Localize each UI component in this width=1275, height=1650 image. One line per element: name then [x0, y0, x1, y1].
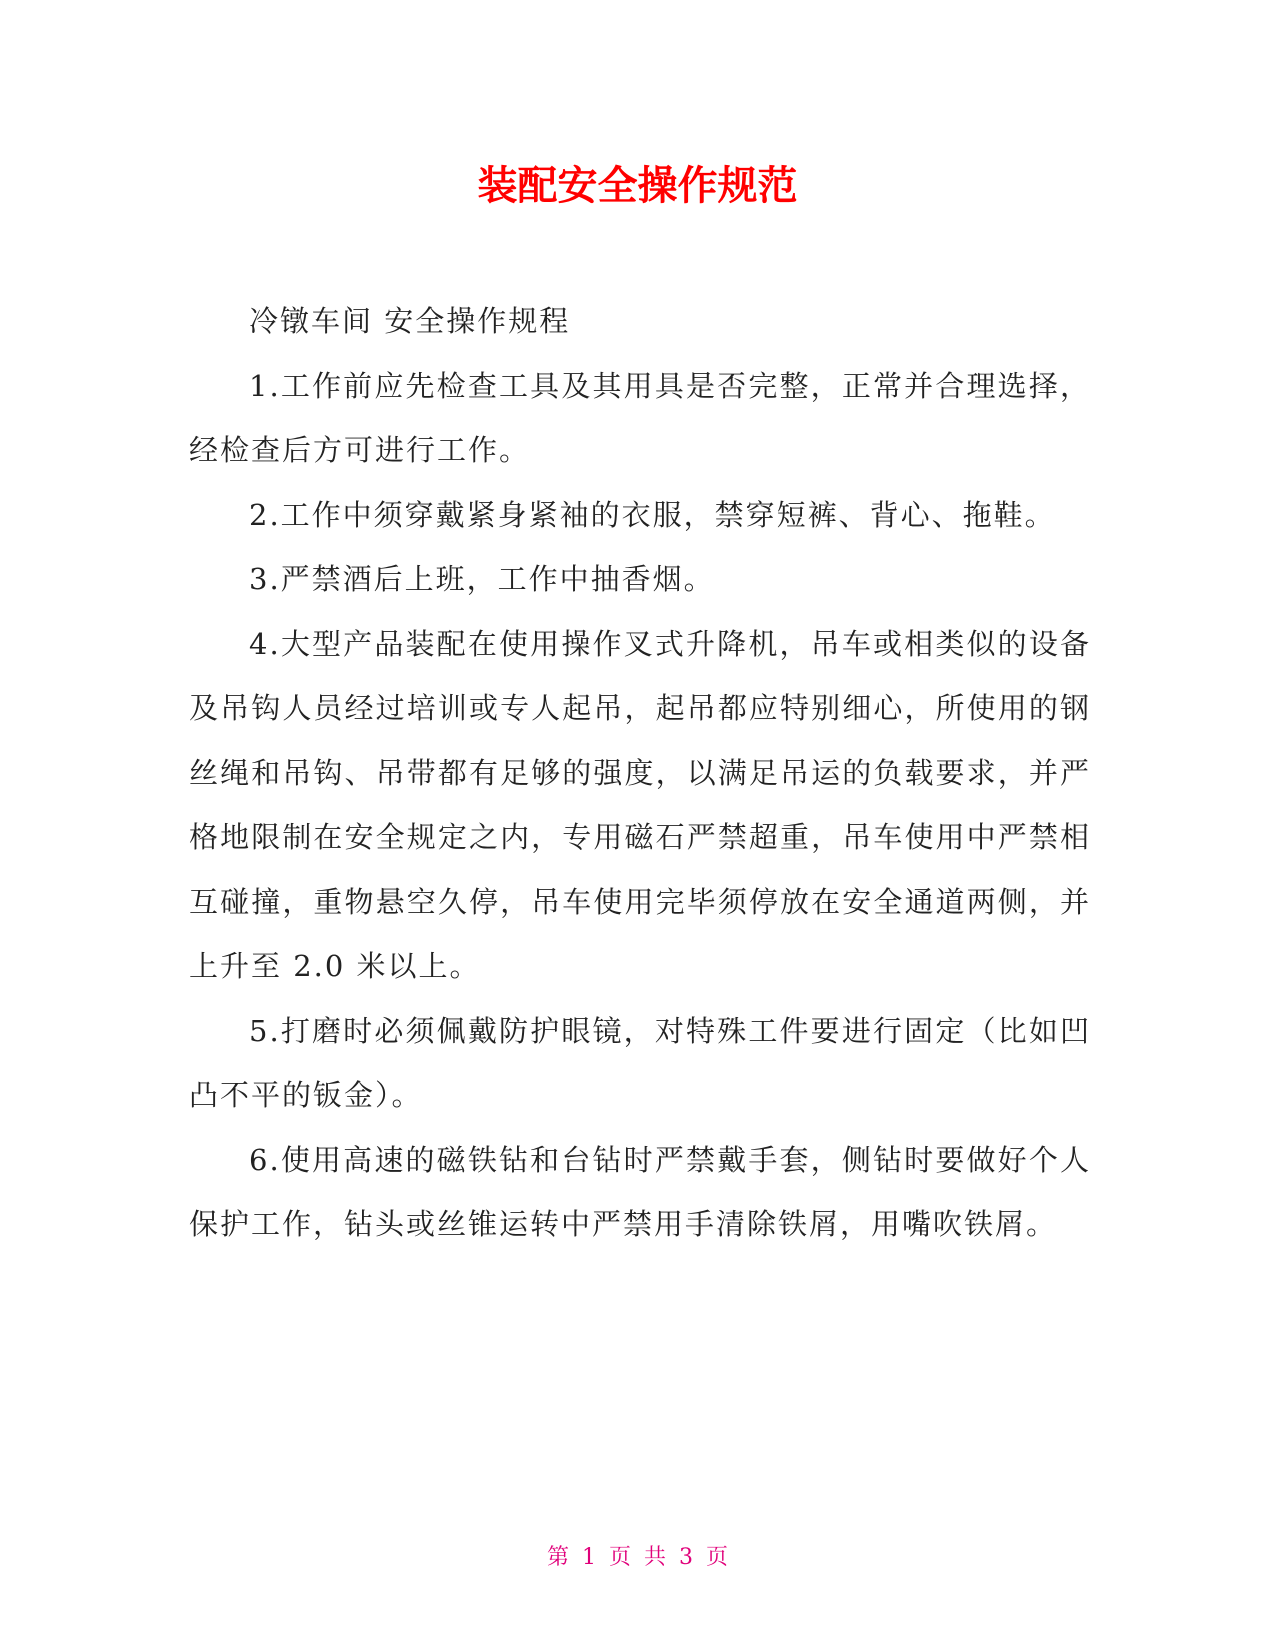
paragraph-subtitle: 冷镦车间 安全操作规程 [249, 304, 571, 338]
document-body [189, 289, 1091, 1257]
paragraph-rule-4: 4.大型产品装配在使用操作叉式升降机，吊车或相类似的设备及吊钩人员经过培训或专人起吊，起吊都应特别细心，所使用的钢丝绳和吊钩、吊带都有足够的强度，以满足吊运的负载要求，并严格地限制在安全规定之内，专用磁石严禁超重，吊车使用中严禁相互碰撞，重物悬空久停，吊车使用完毕须停放在安全通道两侧，并上升至 2.0 米以上。 [189, 626, 1091, 983]
page-footer: 第 1 页 共 3 页 [547, 1545, 728, 1570]
paragraph-rule-3: 3.严禁酒后上班，工作中抽香烟。 [249, 562, 715, 596]
paragraph-rule-5: 5.打磨时必须佩戴防护眼镜，对特殊工件要进行固定（比如凹凸不平的钣金）。 [189, 1013, 1091, 1112]
paragraph-rule-6: 6.使用高速的磁铁钻和台钻时严禁戴手套，侧钻时要做好个人保护工作，钻头或丝锥运转中严禁用手清除铁屑，用嘴吹铁屑。 [189, 1142, 1091, 1241]
page-title: 装配安全操作规范 [477, 163, 798, 209]
paragraph-rule-2: 2.工作中须穿戴紧身紧袖的衣服，禁穿短裤、背心、拖鞋。 [249, 497, 1056, 532]
paragraph-rule-1: 1.工作前应先检查工具及其用具是否完整，正常并合理选择，经检查后方可进行工作。 [189, 368, 1091, 467]
